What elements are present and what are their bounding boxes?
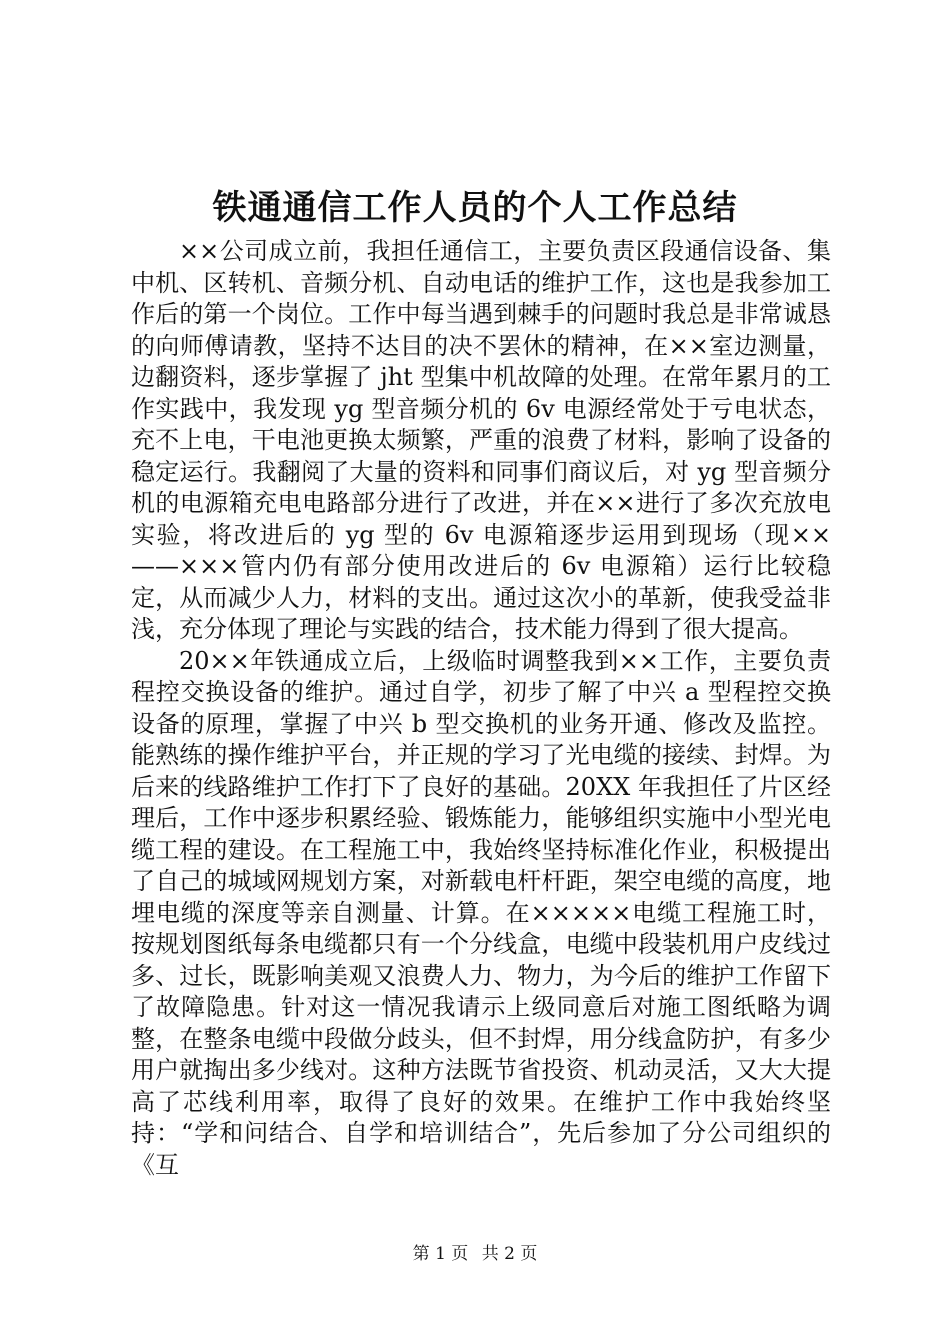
page-total: 共 2 页 xyxy=(481,1244,538,1264)
paragraph: 20××年铁通成立后，上级临时调整我到××工作，主要负责程控交换设备的维护。通过自学，初步了解了中兴 a 型程控交换设备的原理，掌握了中兴 b 型交换机的业务开通、修改及监控。能熟练的操作维护平台，并正规的学习了光电缆的接续、封焊。为后来的线路维护工作打下了良好的基础。20XX 年我担任了片区经理后，工作中逐步积累经验、锻炼能力，能够组织实施中小型光电缆工程的建设。在工程施工中，我始终坚持标准化作业，积极提出了自己的城域网规划方案，对新载电杆杆距，架空电缆的高度，地埋电缆的深度等亲自测量、计算。在×××××电缆工程施工时，按规划图纸每条电缆都只有一个分线盒，电缆中段装机用户皮线过多、过长，既影响美观又浪费人力、物力，为今后的维护工作留下了故障隐患。针对这一情况我请示上级同意后对施工图纸略为调整，在整条电缆中段做分歧头，但不封焊，用分线盒防护，有多少用户就掏出多少线对。这种方法既节省投资、机动灵活，又大大提高了芯线利用率，取得了良好的效果。在维护工作中我始终坚持：“学和问结合、自学和培训结合”，先后参加了分公司组织的《互 xyxy=(131,646,831,1179)
document-body xyxy=(131,236,831,1181)
page-number: 第 1 页 xyxy=(412,1244,469,1264)
document-title: 铁通通信工作人员的个人工作总结 xyxy=(212,188,738,228)
paragraph: ××公司成立前，我担任通信工，主要负责区段通信设备、集中机、区转机、音频分机、自动电话的维护工作，这也是我参加工作后的第一个岗位。工作中每当遇到棘手的问题时我总是非常诚恳的向师傅请教，坚持不达目的决不罢休的精神，在××室边测量，边翻资料，逐步掌握了 jht 型集中机故障的处理。在常年累月的工作实践中，我发现 yg 型音频分机的 6v 电源经常处于亏电状态，充不上电，干电池更换太频繁，严重的浪费了材料，影响了设备的稳定运行。我翻阅了大量的资料和同事们商议后，对 yg 型音频分机的电源箱充电电路部分进行了改进，并在××进行了多次充放电实验，将改进后的 yg 型的 6v 电源箱逐步运用到现场（现××——×××管内仍有部分使用改进后的 6v 电源箱）运行比较稳定，从而减少人力，材料的支出。通过这次小的革新，使我受益非浅，充分体现了理论与实践的结合，技术能力得到了很大提高。 xyxy=(131,237,831,643)
page-footer xyxy=(0,1242,950,1266)
